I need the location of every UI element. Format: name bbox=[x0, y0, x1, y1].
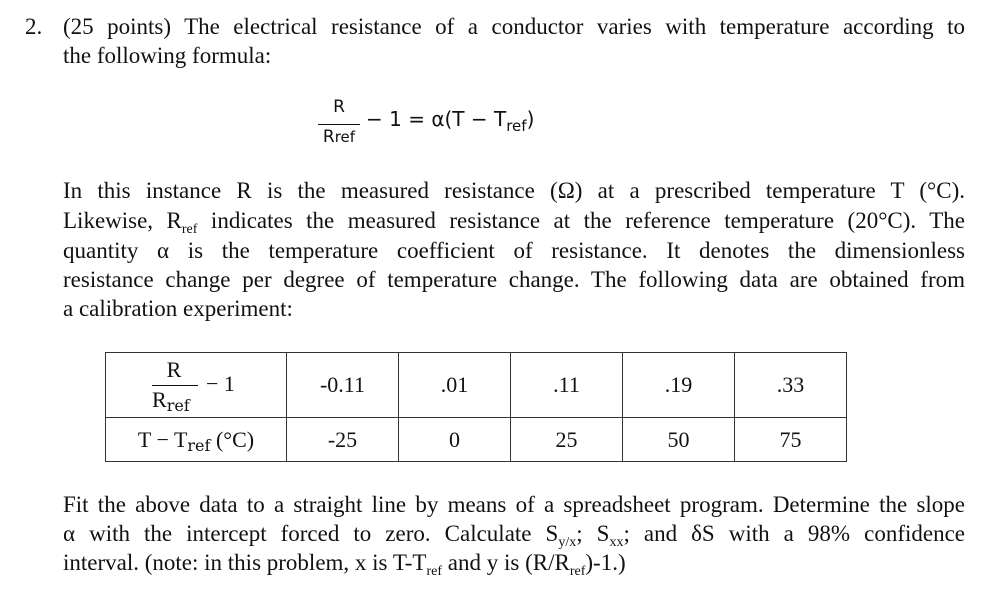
paragraph-line-3: quantity α is the temperature coefficient of resistance. It denotes the dimensionless bbox=[63, 238, 965, 263]
closing-line-2-a: α with the intercept forced to zero. Calculate S bbox=[63, 521, 559, 546]
table-cell: -25 bbox=[287, 418, 399, 462]
table-cell: 50 bbox=[623, 418, 735, 462]
ratio-denominator bbox=[152, 387, 202, 413]
table-cell: .01 bbox=[399, 353, 511, 418]
formula-denominator bbox=[316, 127, 362, 147]
closing-line-1: Fit the above data to a straight line by means of a spreadsheet program. Determine the slope bbox=[63, 492, 965, 517]
ratio-denominator-base: R bbox=[152, 387, 167, 412]
table-cell: .11 bbox=[511, 353, 623, 418]
table-cell: -0.11 bbox=[287, 353, 399, 418]
paragraph-line-5: a calibration experiment: bbox=[63, 296, 293, 321]
formula-fraction-bar bbox=[318, 124, 360, 125]
temperature-sub: ref bbox=[187, 435, 211, 455]
closing-line-2-sub1: y/x bbox=[558, 535, 577, 550]
paragraph-line-2-a: Likewise, R bbox=[63, 208, 182, 233]
paragraph-line-2 bbox=[63, 208, 965, 238]
temperature-unit: (°C) bbox=[210, 426, 255, 452]
formula-rhs-main: − 1 = α(T − T bbox=[366, 107, 507, 131]
ratio-fraction-bar bbox=[152, 385, 198, 386]
formula-rhs-close: ) bbox=[526, 107, 535, 131]
closing-line-3-sub1: ref bbox=[426, 564, 443, 579]
closing-line-3 bbox=[63, 550, 626, 580]
table-row-temperature bbox=[106, 418, 847, 462]
closing-line-3-c: )-1.) bbox=[585, 550, 626, 575]
formula-denominator-sub: ref bbox=[334, 128, 356, 146]
formula-rhs bbox=[366, 107, 535, 135]
table-cell: .19 bbox=[623, 353, 735, 418]
table-cell: 25 bbox=[511, 418, 623, 462]
closing-line-2-c: ; and δS with a 98% confidence bbox=[623, 521, 965, 546]
closing-line-3-sub2: ref bbox=[569, 564, 586, 579]
table-header-temperature bbox=[106, 418, 287, 462]
ratio-minus-one: − 1 bbox=[206, 371, 235, 396]
formula-numerator: R bbox=[333, 97, 345, 117]
calibration-table bbox=[105, 352, 847, 462]
closing-line-3-b: and y is (R/R bbox=[442, 550, 570, 575]
closing-line-2 bbox=[63, 521, 965, 551]
temperature-prefix: T − T bbox=[137, 426, 188, 452]
formula-denominator-base: R bbox=[322, 127, 335, 147]
closing-line-2-b: ; S bbox=[576, 521, 610, 546]
table-header-ratio bbox=[106, 353, 287, 418]
problem-number: 2. bbox=[25, 14, 43, 39]
closing-line-2-sub2: xx bbox=[609, 535, 624, 550]
paragraph-line-4: resistance change per degree of temperature change. The following data are obtained from bbox=[63, 267, 965, 292]
table-cell: 75 bbox=[735, 418, 847, 462]
paragraph-line-2-b: indicates the measured resistance at the reference temperature (20°C). The bbox=[197, 208, 965, 233]
paragraph-line-1: In this instance R is the measured resistance (Ω) at a prescribed temperature T (°C). bbox=[63, 178, 965, 203]
paragraph-line-2-sub: ref bbox=[181, 222, 198, 237]
ratio-denominator-sub: ref bbox=[166, 396, 190, 415]
ratio-numerator: R bbox=[166, 357, 182, 382]
table-row-ratio bbox=[106, 353, 847, 418]
closing-line-3-a: interval. (note: in this problem, x is T-T bbox=[63, 550, 427, 575]
table-cell: 0 bbox=[399, 418, 511, 462]
formula-rhs-sub: ref bbox=[506, 117, 527, 135]
problem-intro-line-2: the following formula: bbox=[63, 43, 272, 68]
table-cell: .33 bbox=[735, 353, 847, 418]
problem-intro-line-1: (25 points) The electrical resistance of a conductor varies with temperature according to bbox=[63, 14, 965, 39]
